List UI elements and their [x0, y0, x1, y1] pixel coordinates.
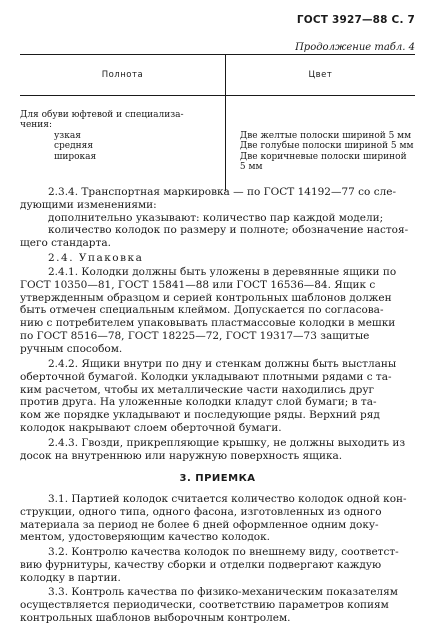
text-line: ручным способом.: [20, 342, 123, 355]
table-line: Для обуви юфтевой и специализа-: [20, 109, 184, 120]
section-2-4-title: 2.4. Упаковка: [48, 252, 144, 264]
text-line: быть отмечен специальным клеймом. Допускается по согласова-: [20, 304, 384, 317]
text-line: 2.4.3. Гвозди, прикрепляющие крышку, не должны выходить из: [48, 437, 406, 449]
table-row: [20, 96, 415, 192]
table-cell-color: [225, 96, 415, 192]
section-2-4-3: [20, 437, 415, 463]
section-2-4-2: [20, 358, 415, 435]
table-cell-width: [20, 96, 225, 192]
section-3-2: [20, 546, 415, 584]
text-line: щего стандарта.: [20, 237, 111, 250]
text-line: оберточной бумагой. Колодки укладывают плотными рядами с та-: [20, 370, 392, 383]
text-line: дополнительно указывают: количество пар каждой модели;: [48, 211, 384, 224]
table-line: узкая: [54, 130, 81, 141]
table-line: Две желтые полоски шириной 5 мм: [239, 130, 412, 141]
text-line: осуществляется периодически, соответствию параметров копиям: [20, 598, 389, 611]
col-header-width: Полнота: [20, 55, 225, 96]
table-continuation-label: Продолжение табл. 4: [295, 42, 415, 53]
text-line: 3.2. Контролю качества колодок по внешнему виду, соответст-: [48, 546, 399, 558]
text-line: колодок накрывают слоем оберточной бумаги.: [20, 421, 282, 434]
text-line: дующими изменениями:: [20, 198, 157, 211]
table-4-continuation: [20, 54, 415, 191]
table-line: Две коричневые полоски шириной: [239, 151, 407, 162]
text-line: вию фурнитуры, качеству сборки и отделки подвергают каждую: [20, 558, 382, 571]
table-line: широкая: [54, 151, 97, 162]
text-line: контрольных шаблонов выборочным контролем.: [20, 611, 291, 624]
text-line: ментом, удостоверяющим качество колодок.: [20, 531, 271, 544]
text-line: 2.4.2. Ящики внутри по дну и стенкам должны быть выстланы: [48, 358, 397, 370]
text-line: 3.3. Контроль качества по физико-механическим показателям: [48, 586, 398, 598]
table-line: [20, 99, 225, 110]
text-line: 2.4.1. Колодки должны быть уложены в деревянные ящики по: [48, 266, 397, 278]
section-2-4-1: [20, 266, 415, 356]
section-3-1: [20, 493, 415, 544]
text-line: количество колодок по размеру и полноте; обозначение настоя-: [48, 224, 409, 237]
table-header-row: [20, 55, 415, 96]
text-line: 3.1. Партией колодок считается количество колодок одной кон-: [48, 493, 407, 505]
section-2-3-4: [20, 186, 415, 250]
text-line: против друга. На уложенные колодки кладут слой бумаги; в та-: [20, 396, 377, 409]
text-line: ким расчетом, чтобы их металлические части находились друг: [20, 383, 375, 396]
section-3-title: 3. ПРИЕМКА: [179, 473, 256, 484]
text-line: нию с потребителем упаковывать пластмассовые колодки в мешки: [20, 317, 396, 330]
text-line: струкции, одного типа, одного фасона, изготовленных из одного: [20, 505, 382, 518]
text-line: материала за период не более 6 дней оформленное одним доку-: [20, 518, 379, 531]
text-line: ком же порядке укладывают и последующие ряды. Верхний ряд: [20, 409, 380, 422]
text-line: досок на внутреннюю или наружную поверхность ящика.: [20, 449, 343, 462]
text-line: 2.3.4. Транспортная маркировка — по ГОСТ 14192—77 со сле-: [48, 186, 397, 198]
table-line: средняя: [54, 141, 94, 151]
col-header-color: Цвет: [225, 55, 415, 96]
text-line: ГОСТ 10350—81, ГОСТ 15841—88 или ГОСТ 16536—84. Ящик с: [20, 278, 376, 291]
table-line: чения:: [20, 120, 52, 130]
section-3-3: [20, 586, 415, 624]
table-line: Две голубые полоски шириной 5 мм: [239, 141, 414, 151]
text-line: утвержденным образцом и серией контрольных шаблонов должен: [20, 291, 392, 304]
text-line: колодку в партии.: [20, 571, 121, 584]
text-line: по ГОСТ 8516—78, ГОСТ 18225—72, ГОСТ 19317—73 защитые: [20, 329, 370, 342]
table-line: 5 мм: [239, 162, 263, 172]
page-header: ГОСТ 3927—88 С. 7: [296, 14, 415, 26]
